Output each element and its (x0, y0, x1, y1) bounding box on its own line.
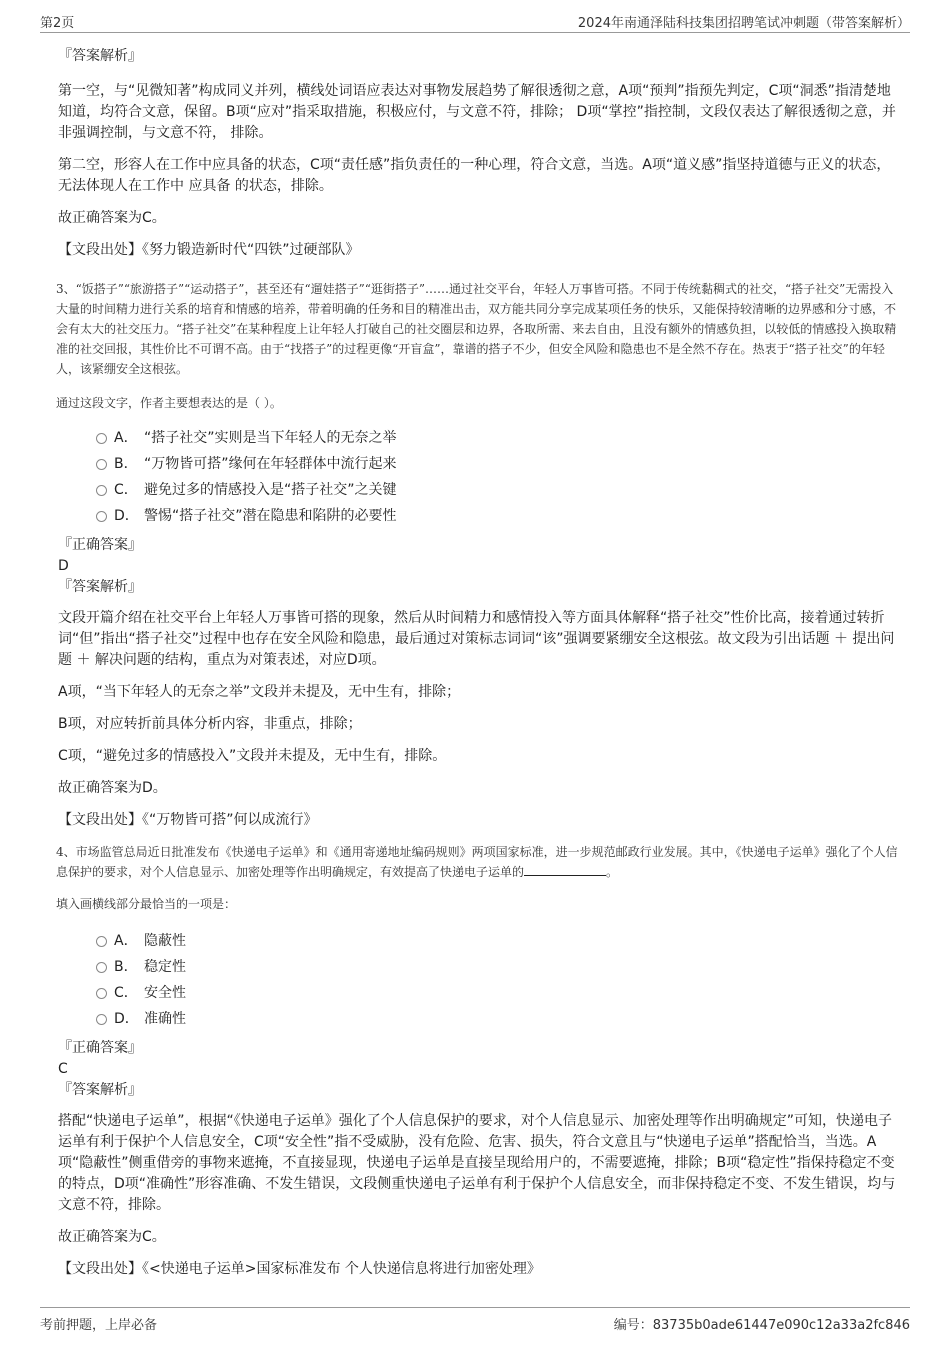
page-header (40, 10, 910, 33)
q4-stem: 4、市场监管总局近日批准发布《快递电子运单》和《通用寄递地址编码规则》两项国家标准，进一步规范邮政行业发展。其中，《快递电子运单》强化了个人信息保护的要求，对个人信息显示、加密处理等作出明确规定，有效提高了快递电子运单的 。 (56, 845, 898, 879)
radio-icon[interactable] (96, 962, 107, 973)
q4-source: 【文段出处】《<快递电子运单>国家标准发布 个人快递信息将进行加密处理》 (58, 1261, 541, 1277)
q4-answer-label: 『正确答案』 (58, 1040, 142, 1056)
q3-options (58, 425, 900, 529)
q2-source: 【文段出处】《努力锻造新时代“四铁”过硬部队》 (58, 242, 360, 258)
q2-analysis-para1: 第一空，与“见微知著”构成同义并列，横线处词语应表达对事物发展趋势了解很透彻之意，A项“预判”指预先判定，C项“洞悉”指清楚地知道，均符合文意，保留。B项“应对”指采取措施，积极应付，与文意不符，排除； D项“掌控”指控制，文段仅表达了解很透彻之意，并非强调控制，与文意不符， 排除。 (58, 83, 896, 141)
q3-option-a[interactable]: A． “搭子社交”实则是当下年轻人的无奈之举 (58, 425, 900, 451)
page-number: 第2页 (40, 16, 75, 31)
q2-conclusion: 故正确答案为C。 (58, 210, 166, 226)
radio-icon[interactable] (96, 511, 107, 522)
document-body (58, 44, 900, 1280)
q3-analysis-label: 『答案解析』 (58, 579, 142, 595)
q4-option-d[interactable]: D． 准确性 (58, 1006, 900, 1032)
q3-answer-label: 『正确答案』 (58, 537, 142, 553)
document-title: 2024年南通泽陆科技集团招聘笔试冲刺题（带答案解析） (577, 16, 910, 31)
q3-analysis-para3: B项，对应转折前具体分析内容，非重点，排除； (58, 716, 362, 732)
page-footer (40, 1307, 910, 1332)
q4-option-a[interactable]: A． 隐蔽性 (58, 928, 900, 954)
q4-analysis-para1: 搭配“快递电子运单”，根据“《快递电子运单》强化了个人信息保护的要求，对个人信息显示、加密处理等作出明确规定”可知，快递电子运单有利于保护个人信息安全，C项“安全性”指不受威胁，没有危险、危害、损失，符合文意且与“快递电子运单”搭配恰当，当选。A项“隐蔽性”侧重借旁的事物来遮掩，不直接显现，快递电子运单是直接呈现给用户的，不需要遮掩，排除；B项“稳定性”指保持稳定不变的特点，D项“准确性”形容准确、不发生错误，文段侧重快递电子运单有利于保护个人信息安全，而非保持稳定不变、不发生错误，均与文意不符，排除。 (58, 1113, 896, 1213)
q3-option-c[interactable]: C． 避免过多的情感投入是“搭子社交”之关键 (58, 477, 900, 503)
q4-option-c[interactable]: C． 安全性 (58, 980, 900, 1006)
q3-stem: 3、“饭搭子”“旅游搭子”“运动搭子”，甚至还有“遛娃搭子”“逛街搭子”……通过社交平台，年轻人万事皆可搭。不同于传统黏稠式的社交，“搭子社交”无需投入大量的时间精力进行关系的培育和情感的培养，带着明确的任务和目的精准出击，双方能共同分享完成某项任务的快乐，又能保持较清晰的边界感和分寸感，不会有太大的社交压力。“搭子社交”在某种程度上让年轻人打破自己的社交圈层和边界，各取所需、来去自由，且没有额外的情感负担，以较低的情感投入换取精准的社交回报，其性价比不可谓不高。由于“找搭子”的过程更像“开盲盒”，靠谱的搭子不少，但安全风险和隐患也不是全然不存在。热衷于“搭子社交”的年轻人，该紧绷安全这根弦。 (56, 282, 897, 376)
q3-analysis-para2: A项，“当下年轻人的无奈之举”文段并未提及，无中生有，排除； (58, 684, 461, 700)
footer-slogan: 考前押题，上岸必备 (40, 1318, 158, 1333)
q2-analysis-para2: 第二空，形容人在工作中应具备的状态，C项“责任感”指负责任的一种心理，符合文意，当选。A项“道义感”指坚持道德与正义的状态，无法体现人在工作中 应具备 的状态，排除。 (58, 157, 891, 194)
q3-conclusion: 故正确答案为D。 (58, 780, 167, 796)
radio-icon[interactable] (96, 485, 107, 496)
q4-question: 填入画横线部分最恰当的一项是： (56, 897, 237, 911)
document-id: 编号：83735b0ade61447e090c12a33a2fc846 (613, 1318, 910, 1333)
q4-conclusion: 故正确答案为C。 (58, 1229, 166, 1245)
q3-analysis-para1: 文段开篇介绍在社交平台上年轻人万事皆可搭的现象，然后从时间精力和感情投入等方面具体解释“搭子社交”性价比高，接着通过转折词“但”指出“搭子社交”过程中也存在安全风险和隐患，最后通过对策标志词词“该”强调要紧绷安全这根弦。故文段为引出话题 ＋ 提出问题 ＋ 解决问题的结构，重点为对策表述，对应D项。 (58, 610, 895, 668)
radio-icon[interactable] (96, 459, 107, 470)
radio-icon[interactable] (96, 433, 107, 444)
q3-question: 通过这段文字，作者主要想表达的是（ ）。 (56, 396, 282, 410)
radio-icon[interactable] (96, 988, 107, 999)
q4-option-b[interactable]: B． 稳定性 (58, 954, 900, 980)
q2-analysis-label: 『答案解析』 (58, 48, 142, 64)
radio-icon[interactable] (96, 1014, 107, 1025)
q3-answer: D (58, 558, 69, 574)
q4-options (58, 928, 900, 1032)
q3-analysis-para4: C项，“避免过多的情感投入”文段并未提及，无中生有，排除。 (58, 748, 447, 764)
q3-source: 【文段出处】《“万物皆可搭”何以成流行》 (58, 812, 318, 828)
q4-analysis-label: 『答案解析』 (58, 1082, 142, 1098)
q4-answer: C (58, 1061, 68, 1077)
q3-option-d[interactable]: D． 警惕“搭子社交”潜在隐患和陷阱的必要性 (58, 503, 900, 529)
radio-icon[interactable] (96, 936, 107, 947)
fill-blank (524, 863, 606, 876)
q3-option-b[interactable]: B． “万物皆可搭”缘何在年轻群体中流行起来 (58, 451, 900, 477)
